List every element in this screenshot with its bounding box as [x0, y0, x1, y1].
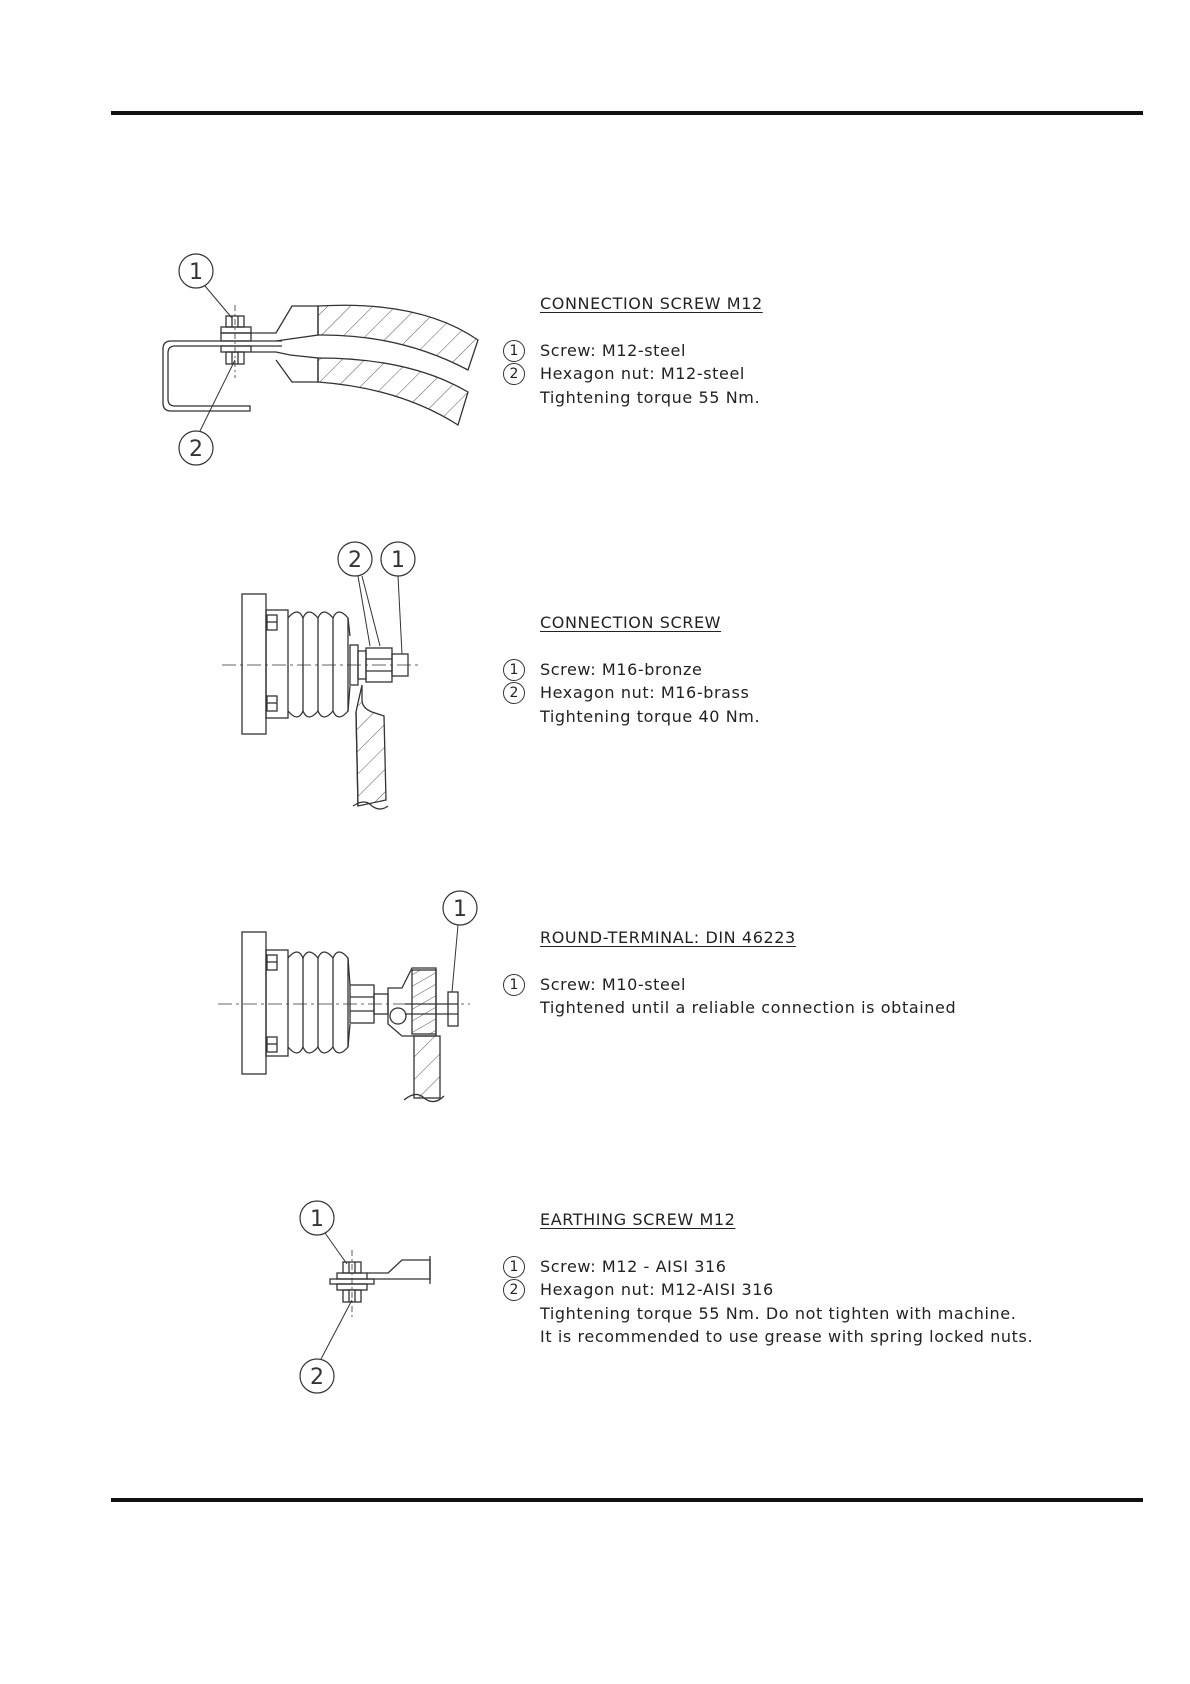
- svg-text:2: 2: [348, 548, 362, 573]
- item-number-badge: 2: [503, 363, 525, 385]
- section-earthing-screw-m12: [503, 1208, 1033, 1349]
- item-hexagon-nut: 2 Hexagon nut: M12-steel: [503, 362, 763, 386]
- item-screw: 1 Screw: M10-steel: [503, 973, 956, 997]
- drawing-round-terminal: [218, 932, 470, 1102]
- svg-text:1: 1: [453, 897, 467, 922]
- section-title: CONNECTION SCREW M12: [540, 294, 763, 313]
- item-screw: 1 Screw: M16-bronze: [503, 658, 760, 682]
- note-text: Tightening torque 55 Nm. Do not tighten with machine.: [540, 1303, 1017, 1323]
- item-number-badge: 1: [503, 1256, 525, 1278]
- callout-d2-1: [381, 542, 415, 654]
- drawing-connection-screw: [222, 594, 420, 809]
- svg-text:1: 1: [310, 1207, 324, 1232]
- callout-d4-2: [300, 1300, 352, 1393]
- note-text: Tightening torque 40 Nm.: [540, 706, 761, 726]
- item-number-badge: 1: [503, 974, 525, 996]
- note-text: It is recommended to use grease with spring locked nuts.: [540, 1327, 1034, 1346]
- note-text: Tightening torque 55 Nm.: [540, 387, 761, 407]
- note-text: Tightened until a reliable connection is obtained: [540, 998, 957, 1017]
- callout-d3-1: [443, 891, 477, 992]
- section-connection-screw-m12: [503, 292, 763, 409]
- item-number-badge: 2: [503, 1279, 525, 1301]
- item-screw: 1 Screw: M12 - AISI 316: [503, 1255, 1033, 1279]
- item-number-badge: 1: [503, 340, 525, 362]
- item-screw: 1 Screw: M12-steel: [503, 339, 763, 363]
- svg-text:1: 1: [391, 548, 405, 573]
- svg-text:2: 2: [310, 1365, 324, 1390]
- svg-text:2: 2: [189, 437, 203, 462]
- item-number-badge: 1: [503, 659, 525, 681]
- svg-text:1: 1: [189, 260, 203, 285]
- item-hexagon-nut: 2 Hexagon nut: M12-AISI 316: [503, 1278, 1033, 1302]
- section-title: CONNECTION SCREW: [540, 613, 722, 632]
- section-connection-screw: [503, 611, 760, 728]
- section-title: EARTHING SCREW M12: [540, 1210, 736, 1229]
- drawing-connection-screw-m12: [163, 305, 478, 425]
- section-title: ROUND-TERMINAL: DIN 46223: [540, 928, 796, 947]
- section-round-terminal: [503, 926, 956, 1020]
- item-hexagon-nut: 2 Hexagon nut: M16-brass: [503, 681, 760, 705]
- callout-d1-2: [179, 360, 235, 465]
- callout-d4-1: [300, 1201, 347, 1264]
- item-number-badge: 2: [503, 682, 525, 704]
- callout-d2-2: [338, 542, 380, 646]
- callout-d1-1: [179, 254, 232, 318]
- drawing-earthing-screw-m12: [330, 1250, 430, 1318]
